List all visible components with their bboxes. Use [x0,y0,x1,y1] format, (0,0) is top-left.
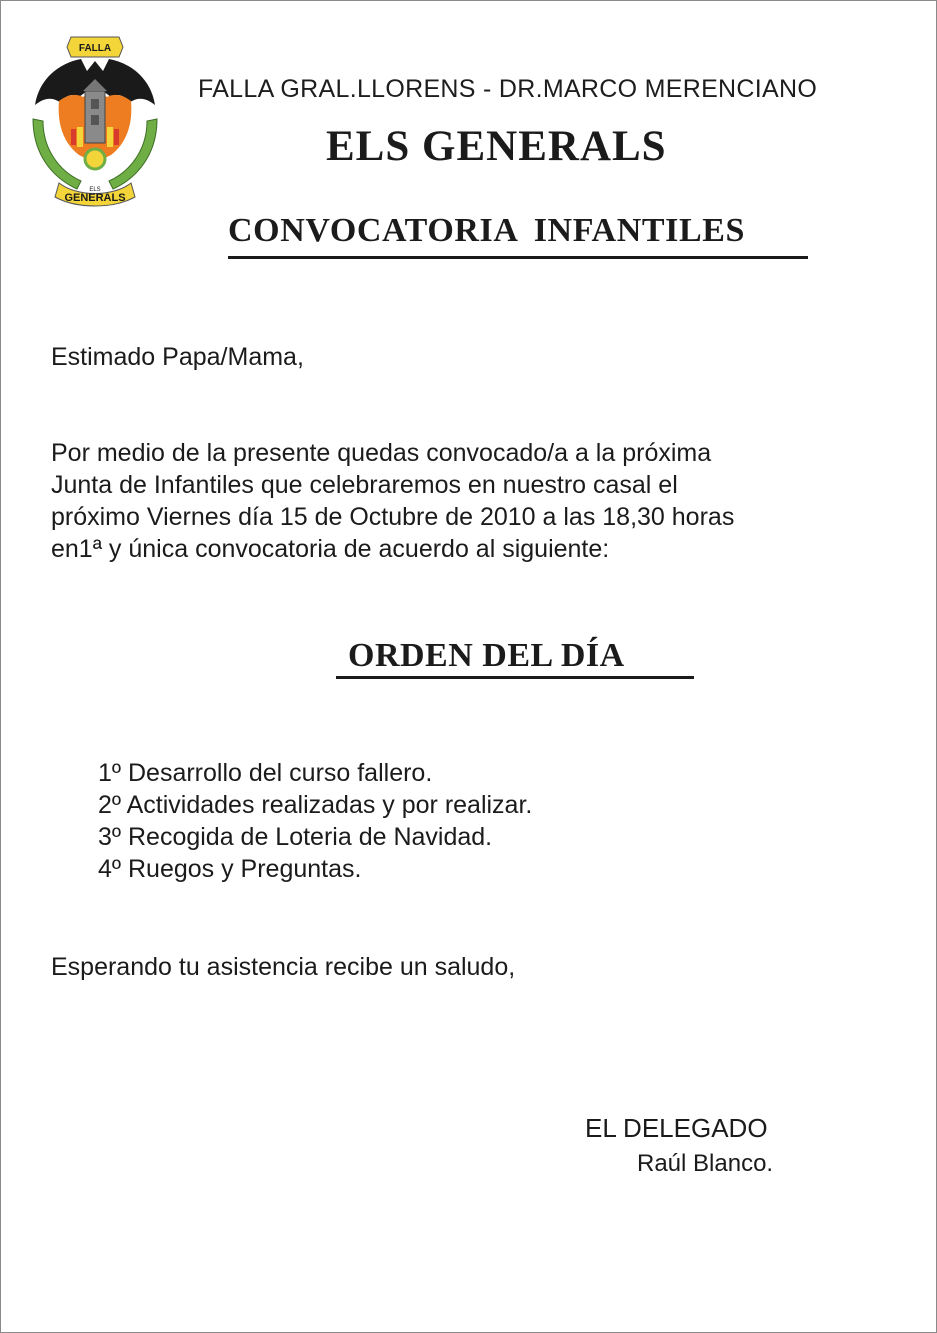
intro-line: Junta de Infantiles que celebraremos en nuestro casal el [51,471,678,499]
intro-paragraph [51,437,734,565]
agenda-item: 1º Desarrollo del curso fallero. [98,759,433,787]
logo-banner-text: FALLA [78,43,112,54]
logo-bottom-small-text: ELS [89,187,101,193]
intro-line: próximo Viernes día 15 de Octubre de 2010 a las 18,30 horas [51,503,735,531]
agenda-item: 2º Actividades realizadas y por realizar. [98,791,533,819]
closing-line: Esperando tu asistencia recibe un saludo, [51,953,516,981]
signature-name: Raúl Blanco. [637,1150,774,1177]
agenda-list [98,757,532,885]
organization-line: FALLA GRAL.LLORENS - DR.MARCO MERENCIANO [198,75,818,103]
agenda-title: ORDEN DEL DÍA [348,637,625,674]
intro-line: en1ª y única convocatoria de acuerdo al siguiente: [51,535,610,563]
agenda-item: 3º Recogida de Loteria de Navidad. [98,823,493,851]
signature-role: EL DELEGADO [585,1113,768,1143]
intro-line: Por medio de la presente quedas convocado/a a la próxima [51,439,712,467]
agenda-underline [336,676,694,679]
greeting: Estimado Papa/Mama, [51,343,304,371]
agenda-item: 4º Ruegos y Preguntas. [98,855,362,883]
org-name: ELS GENERALS [326,123,667,170]
title-underline [228,256,808,259]
document-title: CONVOCATORIA INFANTILES [228,212,746,249]
falla-crest-logo-icon [29,31,161,207]
logo-bottom-text: GENERALS [64,192,126,204]
